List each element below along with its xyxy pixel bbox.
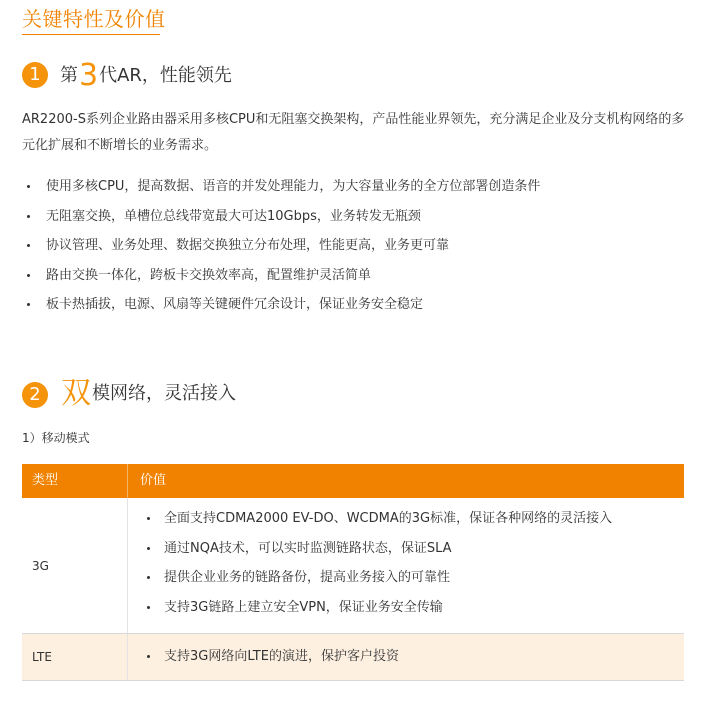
section-1-title [60,58,232,94]
section-2-title [60,376,236,412]
list-item: 协议管理、业务处理、数据交换独立分布处理，性能更高，业务更可靠 [22,231,687,261]
list-item: 全面支持CDMA2000 EV-DO、WCDMA的3G标准，保证各种网络的灵活接入 [140,504,684,534]
mobile-mode-label: 1）移动模式 [22,431,90,445]
section-1-intro: AR2200-S系列企业路由器采用多核CPU和无阻塞交换架构，产品性能业界领先，充分满足企业及分支机构网络的多元化扩展和不断增长的业务需求。 [22,112,685,153]
list-item: 提供企业业务的链路备份，提高业务接入的可靠性 [140,563,684,593]
section-1-bullet-list [22,172,687,320]
section-2-number-badge: 2 [22,382,48,408]
list-item: 路由交换一体化，跨板卡交换效率高，配置维护灵活简单 [22,261,687,291]
header-value: 价值 [140,473,167,488]
row-value-cell [128,498,684,633]
section-2-big-char: 双 [61,376,91,411]
list-item: 无阻塞交换，单槽位总线带宽最大可达10Gbps，业务转发无瓶颈 [22,202,687,232]
table-header [22,464,684,498]
list-item: 支持3G网络向LTE的演进，保护客户投资 [140,642,399,672]
row-type-cell: 3G [22,498,128,633]
row-type-cell: LTE [22,634,128,680]
value-list [140,642,399,672]
section-1-big-char: 3 [79,58,99,93]
list-item: 通过NQA技术，可以实时监测链路状态，保证SLA [140,534,684,564]
list-item: 使用多核CPU，提高数据、语音的并发处理能力，为大容量业务的全方位部署创造条件 [22,172,687,202]
section-1-prefix: 第 [60,65,78,86]
table-row [22,498,684,634]
list-item: 板卡热插拔，电源、风扇等关键硬件冗余设计，保证业务安全稳定 [22,290,687,320]
title-underline [22,34,160,35]
value-list [140,504,684,622]
mobile-mode-table [22,464,684,681]
list-item: 支持3G链路上建立安全VPN，保证业务安全传输 [140,593,684,623]
table-row [22,634,684,681]
row-value-cell [128,634,684,680]
section-1-number-badge: 1 [22,62,48,88]
section-1-suffix: 代AR，性能领先 [99,65,232,86]
section-2-suffix: 模网络，灵活接入 [92,383,236,404]
header-type: 类型 [22,464,128,498]
page-title: 关键特性及价值 [22,7,166,31]
